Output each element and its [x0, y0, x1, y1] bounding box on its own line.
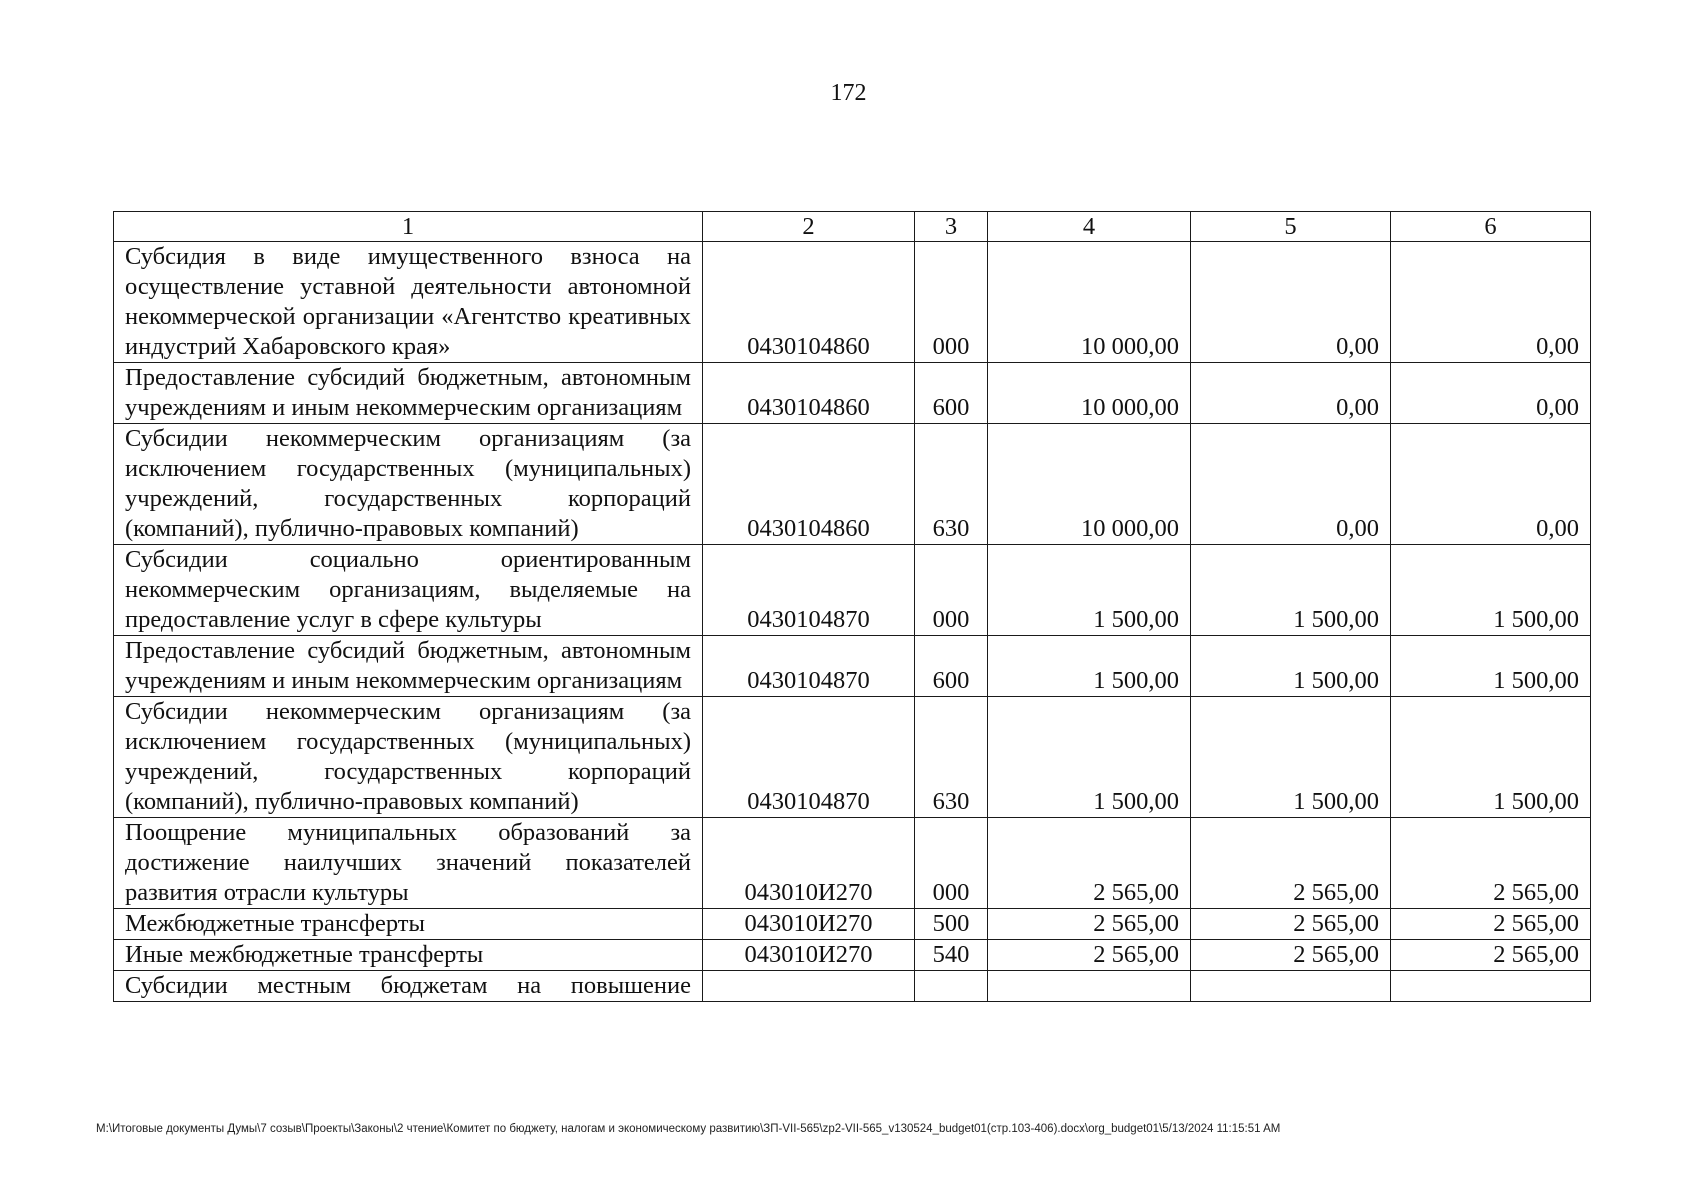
row-value-col4: 1 500,00: [988, 545, 1191, 636]
table-row: [114, 971, 1591, 1002]
row-value-col4: 1 500,00: [988, 636, 1191, 697]
row-description: Субсидии социально ориентированным некоммерческим организациям, выделяемые на предоставление услуг в сфере культуры: [114, 545, 703, 636]
budget-table: [113, 211, 1591, 1002]
row-target-code: 0430104870: [703, 636, 915, 697]
table-header-row: [114, 212, 1591, 242]
row-value-col6: 0,00: [1391, 363, 1591, 424]
row-description: Поощрение муниципальных образований за достижение наилучших значений показателей развития отрасли культуры: [114, 818, 703, 909]
row-description: Иные межбюджетные трансферты: [114, 940, 703, 971]
row-value-col4: 1 500,00: [988, 697, 1191, 818]
row-value-col6: [1391, 971, 1591, 1002]
row-value-col4: 10 000,00: [988, 363, 1191, 424]
table-row: [114, 242, 1591, 363]
row-value-col5: [1191, 971, 1391, 1002]
row-value-col5: 2 565,00: [1191, 940, 1391, 971]
row-value-col4: [988, 971, 1191, 1002]
row-description: Субсидии некоммерческим организациям (за исключением государственных (муниципальных) учреждений, государственных корпораций (компаний), публично-правовых компаний): [114, 424, 703, 545]
row-description: Субсидии некоммерческим организациям (за исключением государственных (муниципальных) учреждений, государственных корпораций (компаний), публично-правовых компаний): [114, 697, 703, 818]
row-value-col4: 10 000,00: [988, 242, 1191, 363]
row-value-col5: 2 565,00: [1191, 818, 1391, 909]
row-expense-type: [915, 971, 988, 1002]
row-expense-type: 630: [915, 424, 988, 545]
row-description: Предоставление субсидий бюджетным, автономным учреждениям и иным некоммерческим организациям: [114, 636, 703, 697]
row-value-col6: 2 565,00: [1391, 818, 1591, 909]
row-value-col6: 1 500,00: [1391, 636, 1591, 697]
row-expense-type: 600: [915, 363, 988, 424]
row-expense-type: 630: [915, 697, 988, 818]
row-value-col4: 10 000,00: [988, 424, 1191, 545]
row-expense-type: 600: [915, 636, 988, 697]
row-description: Межбюджетные трансферты: [114, 909, 703, 940]
row-target-code: 043010И270: [703, 818, 915, 909]
row-value-col6: 0,00: [1391, 424, 1591, 545]
row-value-col5: 0,00: [1191, 363, 1391, 424]
row-value-col4: 2 565,00: [988, 909, 1191, 940]
table-row: [114, 697, 1591, 818]
row-expense-type: 000: [915, 545, 988, 636]
row-value-col6: 2 565,00: [1391, 909, 1591, 940]
row-value-col4: 2 565,00: [988, 818, 1191, 909]
page-number: 172: [830, 80, 867, 106]
row-value-col5: 1 500,00: [1191, 697, 1391, 818]
column-header: 6: [1391, 212, 1591, 242]
row-target-code: 043010И270: [703, 940, 915, 971]
row-value-col6: 2 565,00: [1391, 940, 1591, 971]
row-value-col5: 0,00: [1191, 242, 1391, 363]
table-row: [114, 818, 1591, 909]
table-row: [114, 363, 1591, 424]
row-value-col5: 2 565,00: [1191, 909, 1391, 940]
row-description: Субсидия в виде имущественного взноса на осуществление уставной деятельности автономной некоммерческой организации «Агентство креативных индустрий Хабаровского края»: [114, 242, 703, 363]
row-value-col6: 1 500,00: [1391, 545, 1591, 636]
document-path-footer: M:\Итоговые документы Думы\7 созыв\Проекты\Законы\2 чтение\Комитет по бюджету, налогам и экономическому развитию\ЗП-VII-565\zp2-VII-565_v130524_budget01(стр.103-406).docx\org_budget01\5/13/2024 11:15:51 AM: [96, 1123, 1281, 1135]
row-target-code: 0430104860: [703, 424, 915, 545]
table-row: [114, 940, 1591, 971]
table-row: [114, 909, 1591, 940]
row-target-code: 0430104860: [703, 363, 915, 424]
row-expense-type: 500: [915, 909, 988, 940]
row-description: Субсидии местным бюджетам на повышение: [114, 971, 703, 1002]
row-target-code: 043010И270: [703, 909, 915, 940]
column-header: 2: [703, 212, 915, 242]
column-header: 3: [915, 212, 988, 242]
column-header: 1: [114, 212, 703, 242]
row-target-code: 0430104860: [703, 242, 915, 363]
row-target-code: 0430104870: [703, 545, 915, 636]
row-value-col6: 0,00: [1391, 242, 1591, 363]
table-row: [114, 424, 1591, 545]
row-value-col5: 0,00: [1191, 424, 1391, 545]
row-expense-type: 000: [915, 818, 988, 909]
row-value-col4: 2 565,00: [988, 940, 1191, 971]
row-target-code: 0430104870: [703, 697, 915, 818]
column-header: 4: [988, 212, 1191, 242]
row-target-code: [703, 971, 915, 1002]
row-value-col5: 1 500,00: [1191, 636, 1391, 697]
column-header: 5: [1191, 212, 1391, 242]
row-expense-type: 000: [915, 242, 988, 363]
table-row: [114, 636, 1591, 697]
row-value-col6: 1 500,00: [1391, 697, 1591, 818]
table-row: [114, 545, 1591, 636]
row-value-col5: 1 500,00: [1191, 545, 1391, 636]
row-description: Предоставление субсидий бюджетным, автономным учреждениям и иным некоммерческим организациям: [114, 363, 703, 424]
row-expense-type: 540: [915, 940, 988, 971]
